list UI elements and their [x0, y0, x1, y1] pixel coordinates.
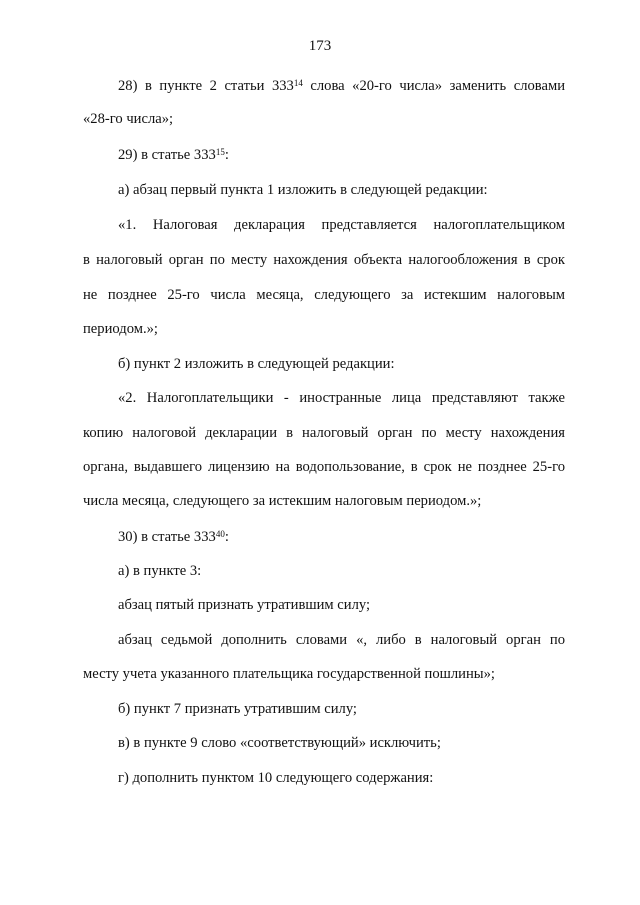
paragraph-line: копию налоговой декларации в налоговый орган по месту нахождения [83, 425, 565, 441]
paragraph-line: органа, выдавшего лицензию на водопользование, в срок не позднее 25-го [83, 459, 565, 475]
paragraph-line: г) дополнить пунктом 10 следующего содержания: [118, 770, 434, 786]
paragraph-line: не позднее 25-го числа месяца, следующего за истекшим налоговым [83, 287, 565, 303]
paragraph-line: б) пункт 7 признать утратившим силу; [118, 701, 357, 717]
paragraph-line: а) в пункте 3: [118, 563, 202, 579]
paragraph-line: абзац пятый признать утратившим силу; [118, 597, 371, 613]
paragraph-line: 30) в статье $333^{40}$: [118, 529, 229, 545]
paragraph-line: периодом.»; [83, 321, 158, 337]
superscript: 40 [215, 529, 225, 539]
superscript: 14 [293, 78, 303, 88]
paragraph-line: а) абзац первый пункта 1 изложить в следующей редакции: [118, 182, 488, 198]
paragraph-line: в) в пункте 9 слово «соответствующий» исключить; [118, 735, 441, 751]
paragraph-line: «2. Налогоплательщики - иностранные лица представляют также [118, 390, 565, 406]
page-number: 173 [308, 38, 332, 54]
paragraph-line: 28) в пункте 2 статьи $333^{14}$ слова «20-го числа» заменить словами [118, 78, 566, 94]
superscript: 15 [215, 147, 225, 157]
paragraph-line: б) пункт 2 изложить в следующей редакции: [118, 356, 395, 372]
paragraph-line: «28-го числа»; [83, 111, 174, 127]
paragraph-line: в налоговый орган по месту нахождения объекта налогообложения в срок [83, 252, 565, 268]
paragraph-line: 29) в статье $333^{15}$: [118, 147, 229, 163]
paragraph-line: числа месяца, следующего за истекшим налоговым периодом.»; [83, 493, 482, 509]
paragraph-line: «1. Налоговая декларация представляется налогоплательщиком [118, 217, 565, 233]
paragraph-line: абзац седьмой дополнить словами «, либо в налоговый орган по [118, 632, 565, 648]
paragraph-line: месту учета указанного плательщика государственной пошлины»; [83, 666, 495, 682]
